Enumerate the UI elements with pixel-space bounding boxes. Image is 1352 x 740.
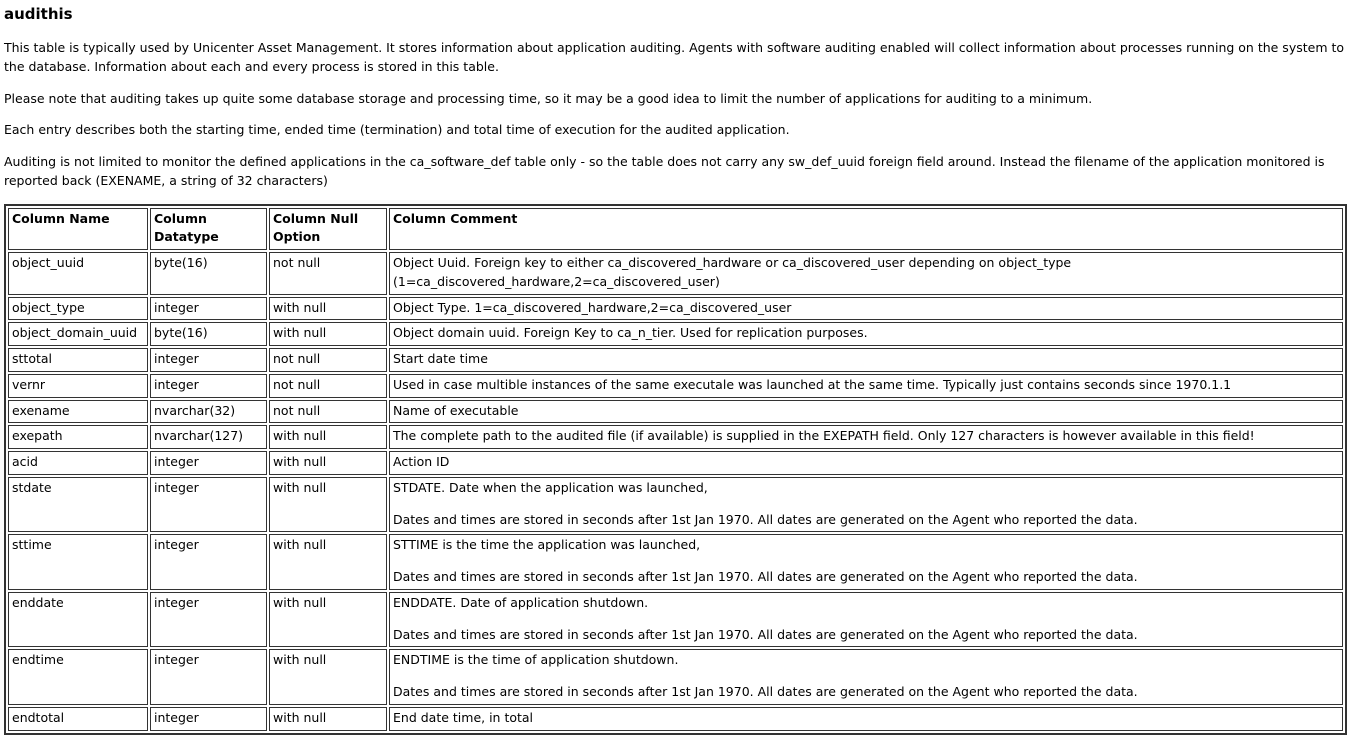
table-header-row (8, 208, 1343, 251)
table-row (8, 425, 1343, 449)
table-row (8, 477, 1343, 533)
column-null-option-cell: not null (269, 400, 387, 424)
column-comment-cell (389, 592, 1343, 648)
column-name-cell: stdate (8, 477, 148, 533)
column-comment-cell (389, 649, 1343, 705)
column-comment-cell (389, 425, 1343, 449)
comment-paragraph: Used in case multible instances of the same executale was launched at the same time. Typically just contains seconds since 1970.1.1 (393, 376, 1232, 392)
comment-paragraph: End date time, in total (393, 709, 534, 725)
column-datatype-cell: integer (150, 649, 267, 705)
column-name-cell: enddate (8, 592, 148, 648)
table-row (8, 534, 1343, 590)
comment-paragraph: Dates and times are stored in seconds after 1st Jan 1970. All dates are generated on the Agent who reported the data. (393, 511, 1138, 527)
comment-paragraph: Object Uuid. Foreign key to either ca_discovered_hardware or ca_discovered_user depending on object_type (1=ca_discovered_hardware,2=ca_discovered_user) (393, 255, 1072, 289)
table-row (8, 400, 1343, 424)
column-name-cell: sttotal (8, 348, 148, 372)
column-null-option-cell: with null (269, 322, 387, 346)
column-name-cell: object_domain_uuid (8, 322, 148, 346)
column-name-cell: object_type (8, 297, 148, 321)
comment-paragraph: Object Type. 1=ca_discovered_hardware,2=ca_discovered_user (393, 299, 792, 315)
description-paragraph: Each entry describes both the starting time, ended time (termination) and total time of execution for the audited application. (4, 122, 790, 138)
column-null-option-cell: with null (269, 707, 387, 731)
column-datatype-cell: byte(16) (150, 252, 267, 295)
column-datatype-cell: nvarchar(127) (150, 425, 267, 449)
table-row (8, 297, 1343, 321)
comment-paragraph: Start date time (393, 351, 488, 366)
column-null-option-cell: with null (269, 534, 387, 590)
table-row (8, 374, 1343, 398)
column-header: Column Null Option (269, 208, 387, 251)
comment-paragraph: Object domain uuid. Foreign Key to ca_n_tier. Used for replication purposes. (393, 325, 868, 341)
column-null-option-cell: with null (269, 649, 387, 705)
columns-table (4, 204, 1347, 735)
column-name-cell: object_uuid (8, 252, 148, 295)
comment-paragraph: Dates and times are stored in seconds after 1st Jan 1970. All dates are generated on the Agent who reported the data. (393, 684, 1138, 699)
comment-paragraph: The complete path to the audited file (if available) is supplied in the EXEPATH field. Only 127 characters is however available in this field! (393, 428, 1255, 444)
column-name-cell: sttime (8, 534, 148, 590)
column-header: Column Comment (389, 208, 1343, 251)
column-null-option-cell: not null (269, 252, 387, 295)
column-header: Column Name (8, 208, 148, 251)
column-comment-cell (389, 707, 1343, 731)
column-null-option-cell: with null (269, 297, 387, 321)
column-name-cell: endtime (8, 649, 148, 705)
table-row (8, 451, 1343, 475)
column-datatype-cell: integer (150, 297, 267, 321)
comment-paragraph: Action ID (393, 454, 450, 469)
column-name-cell: exename (8, 400, 148, 424)
table-row (8, 592, 1343, 648)
table-row (8, 322, 1343, 346)
column-datatype-cell: integer (150, 707, 267, 731)
table-row (8, 707, 1343, 731)
description-paragraph: Auditing is not limited to monitor the defined applications in the ca_software_def table only - so the table does not carry any sw_def_uuid foreign field around. Instead the filename of the application monitored is reported back (EXENAME, a string of 32 characters) (4, 154, 1325, 188)
page-title: audithis (4, 5, 73, 23)
comment-paragraph: ENDTIME is the time of application shutdown. (393, 652, 679, 668)
column-null-option-cell: with null (269, 451, 387, 475)
column-comment-cell (389, 374, 1343, 398)
comment-paragraph: ENDDATE. Date of application shutdown. (393, 594, 649, 610)
description-paragraph: This table is typically used by Unicenter Asset Management. It stores information about application auditing. Agents with software auditing enabled will collect information about processes running on the system to the database. Information about each and every process is stored in this table. (4, 40, 1345, 74)
table-row (8, 348, 1343, 372)
column-comment-cell (389, 534, 1343, 590)
column-name-cell: acid (8, 451, 148, 475)
column-datatype-cell: integer (150, 374, 267, 398)
column-comment-cell (389, 348, 1343, 372)
column-datatype-cell: integer (150, 451, 267, 475)
column-header: Column Datatype (150, 208, 267, 251)
table-row (8, 252, 1343, 295)
column-datatype-cell: byte(16) (150, 322, 267, 346)
column-datatype-cell: integer (150, 477, 267, 533)
column-name-cell: endtotal (8, 707, 148, 731)
column-datatype-cell: integer (150, 534, 267, 590)
column-comment-cell (389, 252, 1343, 295)
comment-paragraph: Dates and times are stored in seconds after 1st Jan 1970. All dates are generated on the Agent who reported the data. (393, 626, 1138, 642)
description-paragraph: Please note that auditing takes up quite some database storage and processing time, so it may be a good idea to limit the number of applications for auditing to a minimum. (4, 90, 1093, 106)
column-name-cell: vernr (8, 374, 148, 398)
column-datatype-cell: integer (150, 348, 267, 372)
comment-paragraph: Name of executable (393, 402, 519, 418)
column-null-option-cell: with null (269, 477, 387, 533)
column-null-option-cell: not null (269, 348, 387, 372)
column-comment-cell (389, 451, 1343, 475)
table-body (8, 252, 1343, 731)
table-description (4, 39, 1348, 191)
column-datatype-cell: nvarchar(32) (150, 400, 267, 424)
comment-paragraph: STTIME is the time the application was launched, (393, 537, 701, 553)
column-comment-cell (389, 477, 1343, 533)
column-null-option-cell: with null (269, 425, 387, 449)
column-null-option-cell: not null (269, 374, 387, 398)
column-comment-cell (389, 322, 1343, 346)
comment-paragraph: STDATE. Date when the application was launched, (393, 479, 708, 495)
table-row (8, 649, 1343, 705)
column-name-cell: exepath (8, 425, 148, 449)
column-null-option-cell: with null (269, 592, 387, 648)
column-datatype-cell: integer (150, 592, 267, 648)
column-comment-cell (389, 400, 1343, 424)
column-comment-cell (389, 297, 1343, 321)
comment-paragraph: Dates and times are stored in seconds after 1st Jan 1970. All dates are generated on the Agent who reported the data. (393, 569, 1138, 584)
